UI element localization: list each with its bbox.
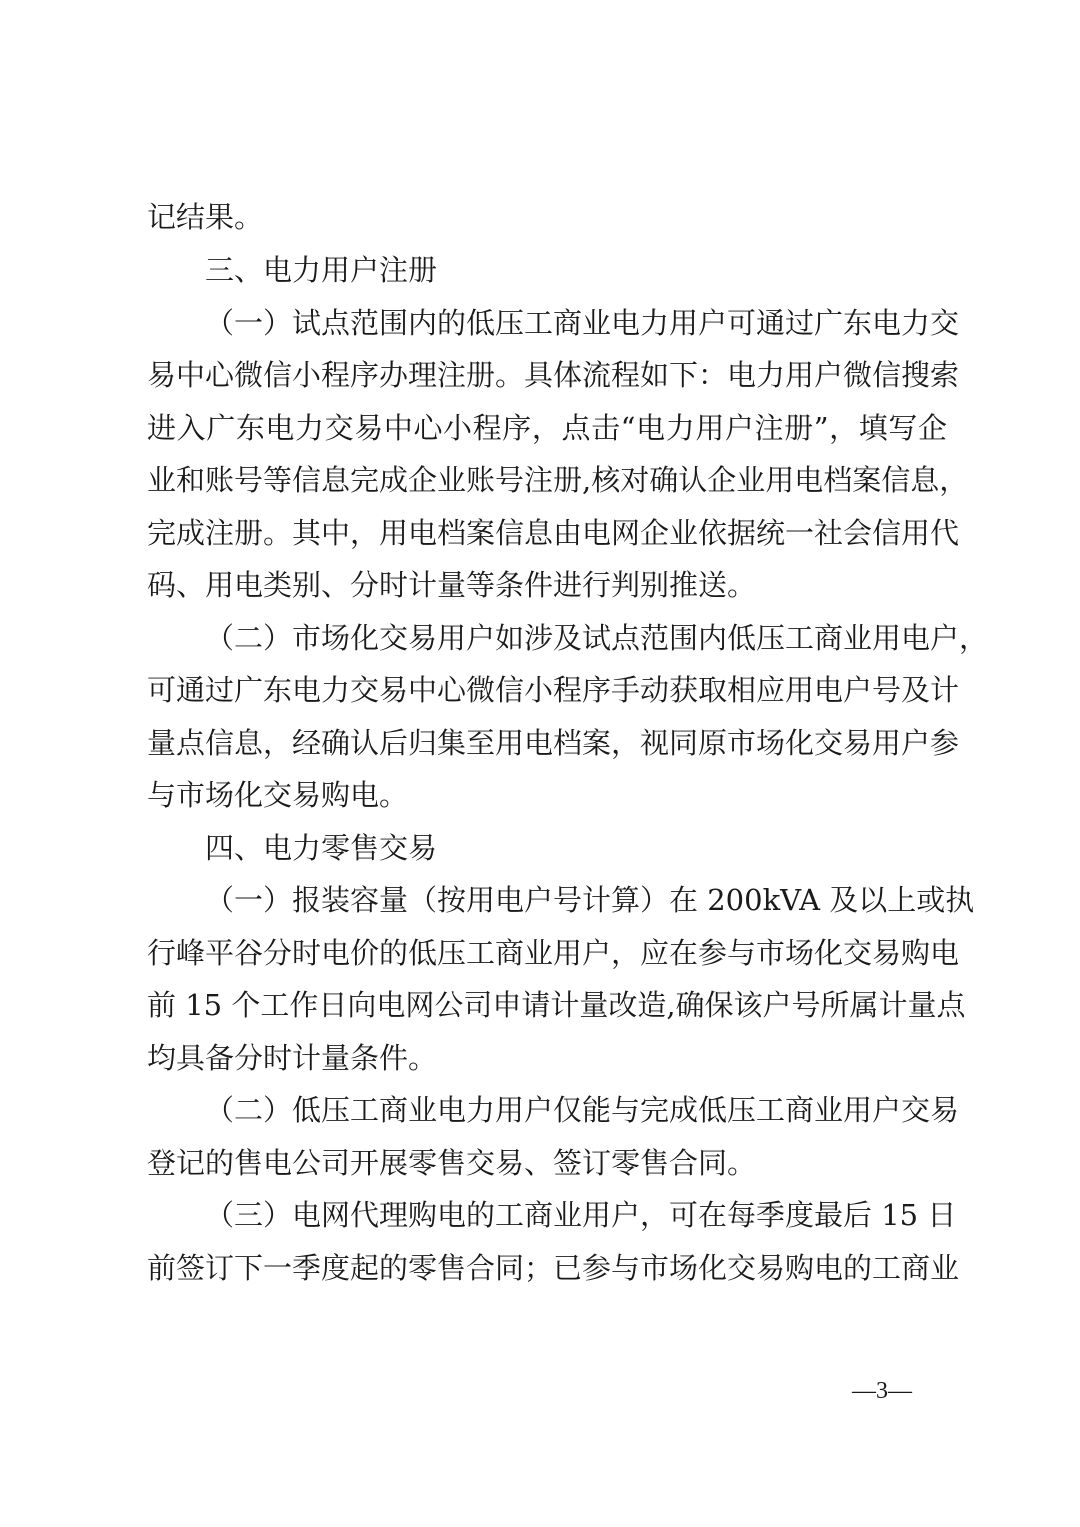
text-line: 码、用电类别、分时计量等条件进行判别推送。 [147,568,757,602]
section-heading: 三、电力用户注册 [205,253,438,287]
text-line: （一）试点范围内的低压工商业电力用户可通过广东电力交 [205,306,960,340]
section-heading: 四、电力零售交易 [205,831,438,865]
text-line: （二）低压工商业电力用户仅能与完成低压工商业用户交易 [205,1093,960,1127]
text-line: 可通过广东电力交易中心微信小程序手动获取相应用电户号及计 [147,673,960,707]
text-line: 量点信息，经确认后归集至用电档案，视同原市场化交易用户参 [147,726,960,760]
text-line: 易中心微信小程序办理注册。具体流程如下：电力用户微信搜索 [147,358,960,392]
text-line: 均具备分时计量条件。 [147,1041,438,1075]
text-line: 前 15 个工作日向电网公司申请计量改造,确保该户号所属计量点 [147,988,966,1022]
text-line: 登记的售电公司开展零售交易、签订零售合同。 [147,1146,757,1180]
text-line: 记结果。 [147,200,264,234]
text-line: 进入广东电力交易中心小程序，点击“电力用户注册”，填写企 [147,411,947,445]
text-line: 完成注册。其中，用电档案信息由电网企业依据统一社会信用代 [147,516,960,550]
page-number: —3— [852,1378,912,1404]
text-line: 业和账号等信息完成企业账号注册,核对确认企业用电档案信息， [147,463,969,497]
text-line: 与市场化交易购电。 [147,778,409,812]
text-line: （一）报装容量（按用电户号计算）在 200kVA 及以上或执 [205,883,975,917]
text-line: （二）市场化交易用户如涉及试点范围内低压工商业用电户， [205,621,989,655]
text-line: 前签订下一季度起的零售合同；已参与市场化交易购电的工商业 [147,1251,960,1285]
text-line: （三）电网代理购电的工商业用户，可在每季度最后 15 日 [205,1198,957,1232]
text-line: 行峰平谷分时电价的低压工商业用户，应在参与市场化交易购电 [147,936,960,970]
